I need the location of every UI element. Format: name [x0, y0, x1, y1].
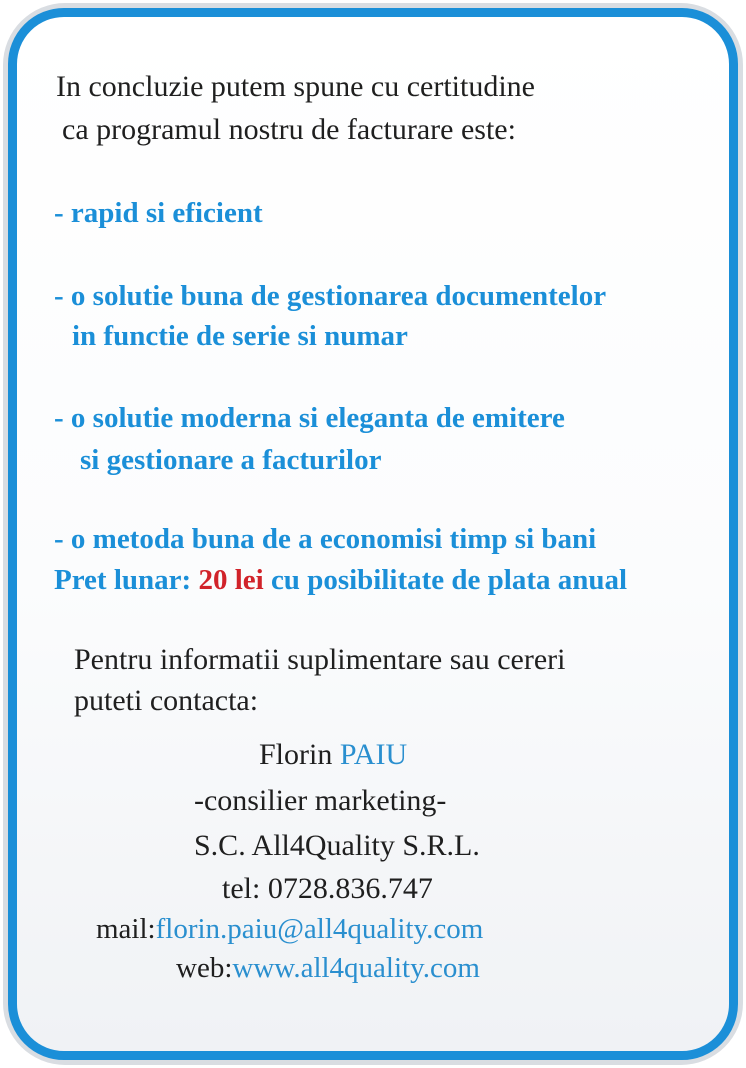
benefit-save-time: - o metoda buna de a economisi timp si bani	[54, 523, 597, 555]
contact-name	[259, 740, 407, 770]
price-suffix: cu posibilitate de plata anual	[270, 564, 628, 596]
intro-line-2: ca programul nostru de facturare este:	[62, 113, 516, 146]
benefit-rapid: - rapid si eficient	[54, 197, 263, 229]
contact-web-line	[176, 954, 480, 983]
web-label: web:	[176, 952, 233, 984]
price-amount: 20 lei	[198, 564, 264, 596]
phone-label: tel:	[222, 872, 261, 905]
contact-mail-line	[96, 915, 483, 944]
benefit-invoices-line-1: - o solutie moderna si eleganta de emitere	[54, 402, 565, 434]
contact-company: S.C. All4Quality S.R.L.	[194, 829, 480, 862]
info-line-2: puteti contacta:	[74, 684, 259, 717]
price-line	[54, 566, 627, 595]
web-link[interactable]: www.all4quality.com	[232, 952, 480, 984]
contact-first-name: Florin	[259, 738, 333, 771]
contact-role: -consilier marketing-	[194, 784, 447, 817]
phone-number: 0728.836.747	[267, 872, 433, 905]
contact-last-name: PAIU	[339, 738, 408, 771]
price-label: Pret lunar:	[54, 564, 192, 596]
mail-label: mail:	[96, 913, 156, 945]
benefit-documents-line-1: - o solutie buna de gestionarea documentelor	[54, 280, 607, 312]
intro-line-1: In concluzie putem spune cu certitudine	[56, 70, 535, 103]
benefit-invoices-line-2: si gestionare a facturilor	[80, 444, 382, 476]
info-line-1: Pentru informatii suplimentare sau cereri	[74, 643, 566, 676]
mail-link[interactable]: florin.paiu@all4quality.com	[155, 913, 484, 945]
benefit-documents-line-2: in functie de serie si numar	[72, 320, 408, 352]
contact-phone-line	[222, 874, 433, 904]
